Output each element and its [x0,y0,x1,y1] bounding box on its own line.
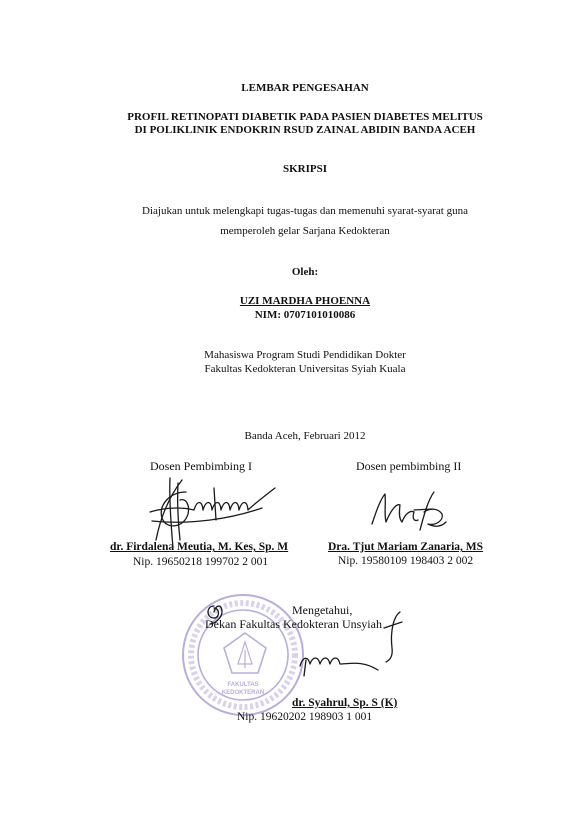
place-date: Banda Aceh, Februari 2012 [244,430,366,442]
supervisor-2-role: Dosen pembimbing II [356,459,462,473]
affiliation-line-1: Mahasiswa Program Studi Pendidikan Dokter [204,349,406,361]
stamp-outer-ring [183,595,303,715]
supervisor-1-nip: Nip. 19650218 199702 2 001 [133,556,269,568]
purpose-line-1: Diajukan untuk melengkapi tugas-tugas dan memenuhi syarat-syarat guna [142,205,468,217]
stamp-inner-ring [198,610,288,700]
page-heading: LEMBAR PENGESAHAN [241,82,369,94]
supervisor-2-nip: Nip. 19580109 198403 2 002 [338,555,474,567]
dean-name: dr. Syahrul, Sp. S (K) [292,697,398,709]
document-type: SKRIPSI [282,163,328,175]
dean-role: Dekan Fakultas Kedokteran Unsyiah [205,617,382,631]
affiliation-line-2: Fakultas Kedokteran Universitas Syiah Kuala [204,363,406,375]
supervisor-1-signature [150,478,275,548]
purpose-line-2: memperoleh gelar Sarjana Kedokteran [220,225,390,237]
stamp-emblem-figure [238,642,252,668]
author-nim: NIM: 0707101010086 [254,309,356,321]
dean-signature [208,606,402,676]
thesis-title-line-1: PROFIL RETINOPATI DIABETIK PADA PASIEN DIABETES MELITUS [127,111,483,123]
supervisor-1-name: dr. Firdalena Meutia, M. Kes, Sp. M [110,541,289,553]
supervisor-2-signature [372,492,446,530]
supervisor-1-role: Dosen Pembimbing I [150,459,252,473]
stamp-lettering-line-1: FAKULTAS [227,682,259,688]
acknowledged-label: Mengetahui, [292,603,353,617]
dean-nip: Nip. 19620202 198903 1 001 [237,711,373,723]
by-label: Oleh: [291,266,319,278]
author-name: UZI MARDHA PHOENNA [239,295,371,307]
supervisor-2-name: Dra. Tjut Mariam Zanaria, MS [328,541,484,553]
thesis-title-line-2: DI POLIKLINIK ENDOKRIN RSUD ZAINAL ABIDIN BANDA ACEH [134,124,476,136]
stamp-ring-lettering [191,603,295,707]
stamp-emblem [224,633,266,673]
stamp-lettering-line-2: KEDOKTERAN [221,690,265,696]
